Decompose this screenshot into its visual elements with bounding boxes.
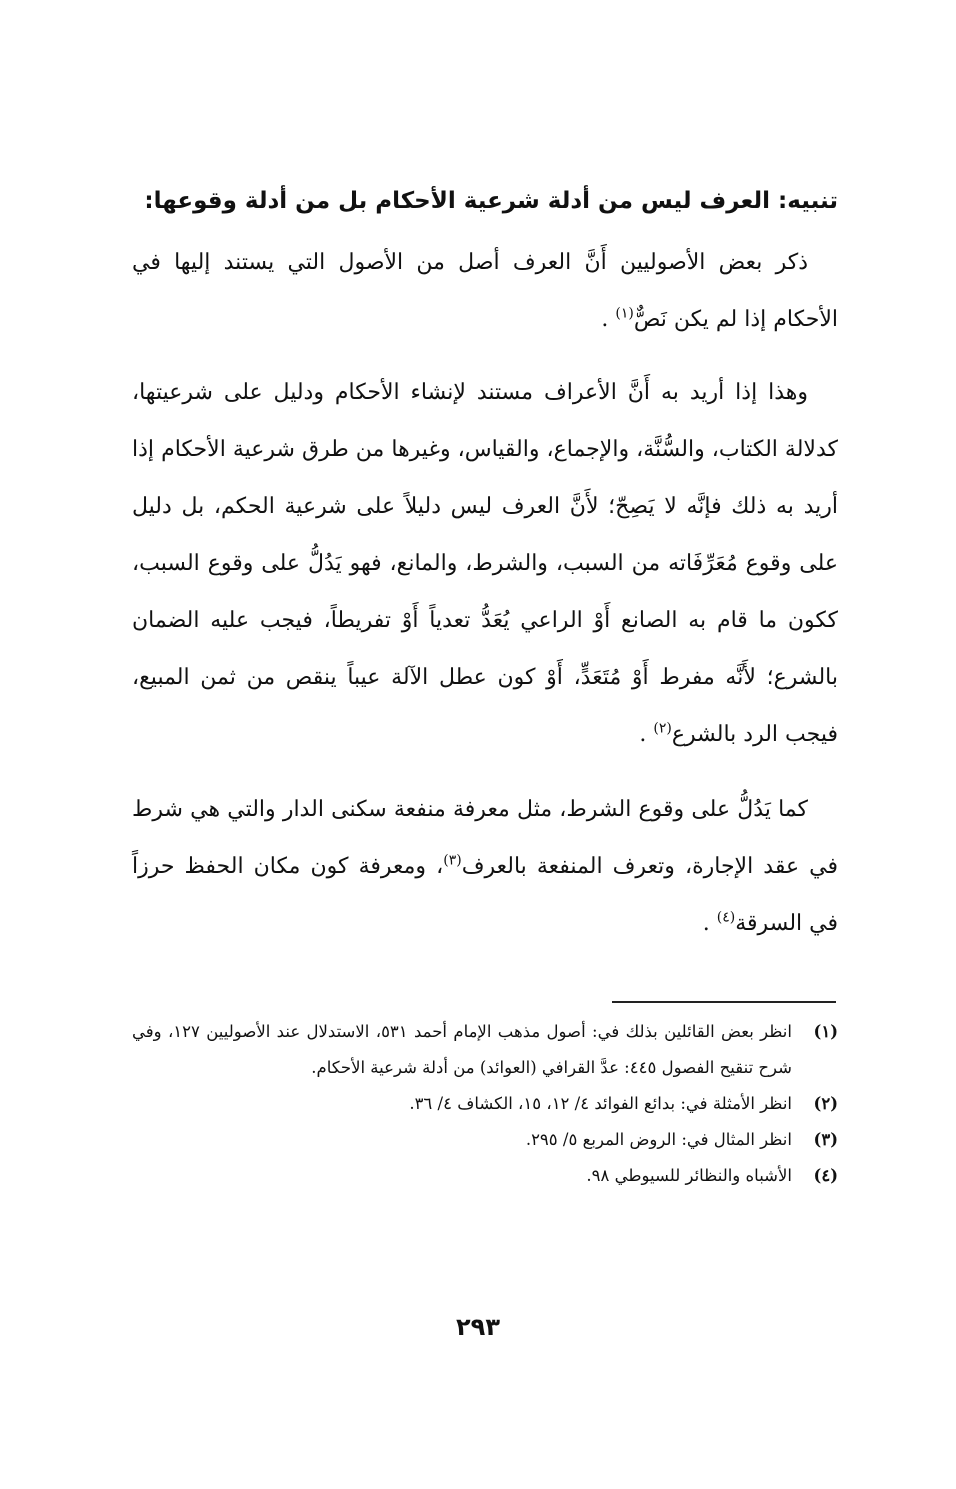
section-heading: تنبيه: العرف ليس من أدلة شرعية الأحكام بل من أدلة وقوعها:: [144, 188, 838, 214]
footnote-text: انظر الأمثلة في: بدائع الفوائد ٤/ ١٢، ١٥، الكشاف ٤/ ٣٦.: [409, 1094, 792, 1113]
footnote-ref-3: (٣): [443, 852, 462, 869]
footnotes: [132, 1014, 838, 1194]
footnote-text: الأشباه والنظائر للسيوطي ٩٨.: [586, 1166, 792, 1185]
footnote-number: (٤): [813, 1166, 838, 1185]
footnote-number: (٣): [813, 1130, 838, 1149]
footnote-text: انظر المثال في: الروض المربع ٥/ ٢٩٥.: [525, 1130, 792, 1149]
paragraph-3: [132, 781, 838, 952]
paragraph-3-end: .: [702, 911, 717, 936]
footnote-4: [132, 1158, 838, 1194]
paragraph-3-text-a: كما يَدُلُّ على وقوع الشرط، مثل معرفة منفعة سكنى الدار والتي هي شرط في عقد الإجارة، وتعرف المنفعة بالعرف: [132, 797, 838, 879]
footnote-text: انظر بعض القائلين بذلك في: أصول مذهب الإمام أحمد ٥٣١، الاستدلال عند الأصوليين ١٢٧، وفي شرح تنقيح الفصول ٤٤٥: عدَّ القرافي (العوائد) من أدلة شرعية الأحكام.: [132, 1022, 792, 1077]
footnote-1: [132, 1014, 838, 1086]
footnote-ref-1: (١): [615, 305, 634, 322]
footnote-number: (١): [813, 1022, 838, 1041]
footnote-2: [132, 1086, 838, 1122]
footnote-ref-4: (٤): [716, 909, 736, 926]
footnote-separator: [612, 1001, 836, 1003]
footnote-3: [132, 1122, 838, 1158]
paragraph-1-end: .: [601, 307, 616, 332]
footnote-ref-2: (٢): [653, 720, 672, 737]
paragraph-1: [132, 234, 838, 348]
footnote-number: (٢): [813, 1094, 838, 1113]
paragraph-3-text-b: ، ومعرفة كون مكان الحفظ حرزاً في السرقة: [132, 854, 838, 936]
paragraph-2: [132, 364, 838, 763]
paragraph-2-text: وهذا إذا أريد به أَنَّ الأعراف مستند لإنشاء الأحكام ودليل على شرعيتها، كدلالة الكتاب، والسُّنَّة، والإجماع، والقياس، وغيرها من طرق شرعية الأحكام إذا أريد به ذلك فإنَّه لا يَصِحّ؛ لأَنَّ العرف ليس دليلاً على شرعية الحكم، بل دليل على وقوع مُعَرِّفَاته من السبب، والشرط، والمانع، فهو يَدُلُّ على وقوع السبب، ككون ما قام به الصانع أَوْ الراعي يُعَدُّ تعدياً أَوْ تفريطاً، فيجب عليه الضمان بالشرع؛ لأَنَّه مفرط أَوْ مُتَعَدٍّ، أَوْ كون عطل الآلة عيباً ينقص من ثمن المبيع، فيجب الرد بالشرع: [132, 380, 839, 747]
main-text: [132, 176, 838, 952]
page-number: ٢٩٣: [456, 1313, 500, 1341]
paragraph-2-end: .: [639, 722, 654, 747]
paragraph-1-text: ذكر بعض الأصوليين أَنَّ العرف أصل من الأصول التي يستند إليها في الأحكام إذا لم يكن نَصٌّ: [132, 250, 838, 332]
